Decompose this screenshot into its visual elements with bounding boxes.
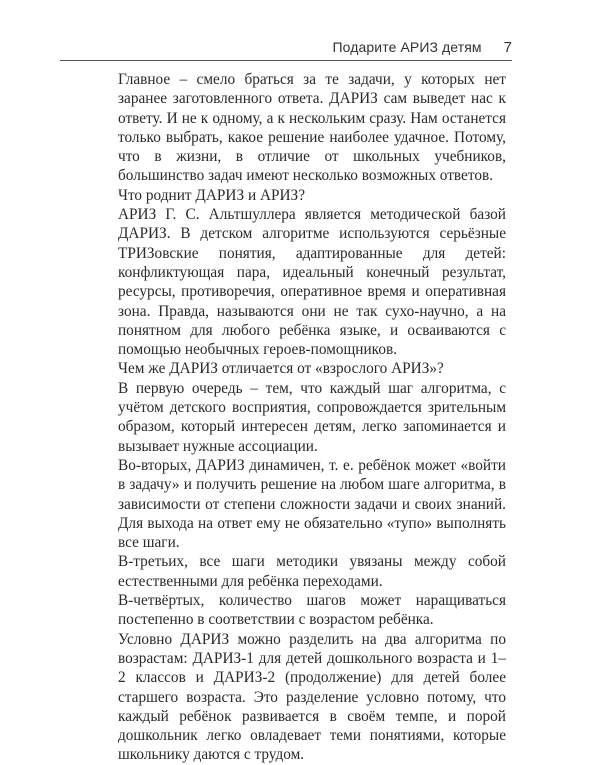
paragraph: Главное – смело браться за те задачи, у которых нет заранее заготовленного ответа. ДАРИЗ сам выведет нас к ответу. И не к одному, а к нескольким сразу. Нам останется только выбрать, какое решение наиболее удачное. Потому, что в жизни, в отличие от школьных учебников, большинство задач имеют несколько возможных ответов.	[118, 71, 506, 185]
paragraph: Во-вторых, ДАРИЗ динамичен, т. е. ребёнок может «войти в задачу» и получить решение на любом шаге алгоритма, в зависимости от степени сложности задачи и своих знаний. Для выхода на ответ ему не обязательно «тупо» выполнять все шаги.	[118, 456, 506, 552]
paragraph: В первую очередь – тем, что каждый шаг алгоритма, с учётом детского восприятия, сопровождается зрительным образом, который интересен детям, легко запоминается и вызывает нужные ассоциации.	[118, 379, 506, 455]
page-number: 7	[503, 38, 512, 56]
running-header	[60, 34, 512, 61]
paragraph: Условно ДАРИЗ можно разделить на два алгоритма по возрастам: ДАРИЗ-1 для детей дошкольного возраста и 1–2 классов и ДАРИЗ-2 (продолжение) для детей более старшего возраста. Это разделение условно потому, что каждый ребёнок развивается в своём темпе, и порой дошкольник легко овладевает теми понятиями, которые школьнику даются с трудом.	[118, 630, 506, 764]
paragraph: В-третьих, все шаги методики увязаны между собой естественными для ребёнка переходами.	[118, 553, 506, 590]
paragraph: Чем же ДАРИЗ отличается от «взрослого АРИЗ»?	[118, 360, 444, 378]
body-text	[118, 70, 506, 765]
running-header-title: Подарите АРИЗ детям	[332, 39, 482, 55]
paragraph: Что роднит ДАРИЗ и АРИЗ?	[118, 186, 306, 204]
paragraph: В-четвёртых, количество шагов может наращиваться постепенно в соответствии с возрастом ребёнка.	[118, 592, 506, 629]
paragraph: АРИЗ Г. С. Альтшуллера является методической базой ДАРИЗ. В детском алгоритме используются серьёзные ТРИЗовские понятия, адаптированные для детей: конфликтующая пара, идеальный конечный результат, ресурсы, противоречия, оперативное время и оперативная зона. Правда, называются они не так сухо-научно, а на понятном для любого ребёнка языке, и осваиваются с помощью необычных героев-помощников.	[118, 206, 506, 359]
